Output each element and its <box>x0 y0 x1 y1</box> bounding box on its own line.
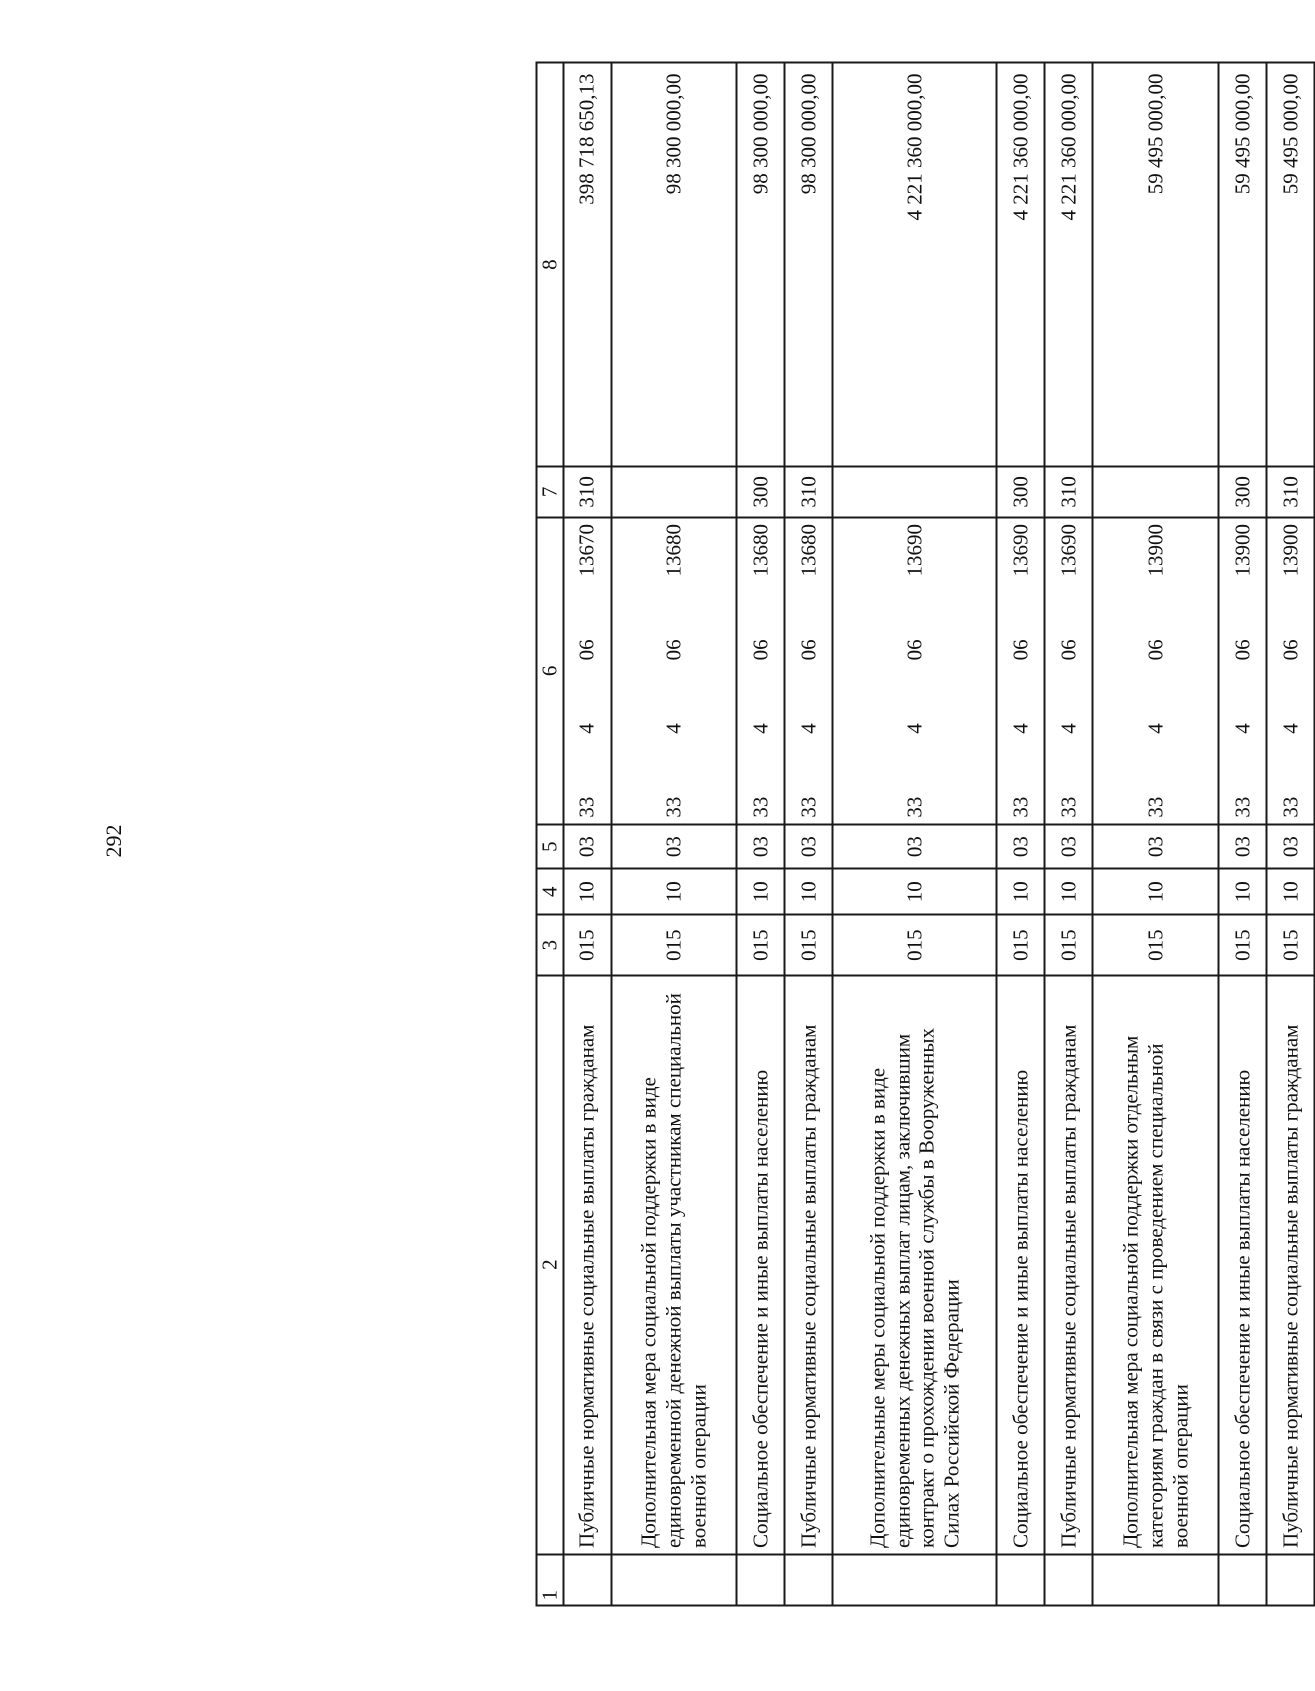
cell-c8: 398 718 650,13 <box>563 62 611 466</box>
cell-c8: 59 495 000,00 <box>1092 62 1217 466</box>
cell-c8: 4 221 360 000,00 <box>996 62 1044 466</box>
cell-c8: 98 300 000,00 <box>784 62 832 466</box>
table-row <box>1044 62 1092 1605</box>
cell-c8: 98 300 000,00 <box>611 62 736 466</box>
cell-c2: Дополнительная мера социальной поддержки отдельным категориям граждан в связи с проведением специальной военной операции <box>1092 975 1217 1554</box>
cell-c2: Социальное обеспечение и иные выплаты населению <box>996 975 1044 1554</box>
cell-c6 <box>736 517 784 825</box>
cell-c4: 10 <box>996 868 1044 914</box>
cell-c3: 015 <box>784 915 832 975</box>
cell-c3: 015 <box>1266 915 1314 975</box>
code-part: 33 <box>574 796 599 818</box>
code-part: 13900 <box>1277 523 1302 577</box>
code-part: 06 <box>1142 638 1167 660</box>
cell-c4: 10 <box>1266 868 1314 914</box>
cell-c1 <box>736 1554 784 1605</box>
code-part: 4 <box>1056 722 1081 734</box>
cell-c5: 03 <box>1044 824 1092 868</box>
table-body <box>563 62 1314 1605</box>
header-col-7: 7 <box>536 466 563 516</box>
cell-c6 <box>832 517 996 825</box>
code-part: 06 <box>901 638 926 660</box>
code-part: 13900 <box>1229 523 1254 577</box>
target-article-code <box>748 518 773 824</box>
cell-c1 <box>1218 1554 1266 1605</box>
cell-c5: 03 <box>832 824 996 868</box>
cell-c2: Публичные нормативные социальные выплаты гражданам <box>563 975 611 1554</box>
target-article-code <box>1056 518 1081 824</box>
cell-c1 <box>611 1554 736 1605</box>
code-part: 4 <box>795 722 820 734</box>
code-part: 33 <box>1056 796 1081 818</box>
cell-c1 <box>832 1554 996 1605</box>
cell-c3: 015 <box>832 915 996 975</box>
cell-c2: Дополнительная мера социальной поддержки в виде единовременной денежной выплаты участникам специальной военной операции <box>611 975 736 1554</box>
cell-c6 <box>996 517 1044 825</box>
cell-c7: 300 <box>1218 466 1266 516</box>
cell-c4: 10 <box>563 868 611 914</box>
table-row <box>1218 62 1266 1605</box>
cell-c4: 10 <box>1044 868 1092 914</box>
header-col-1: 1 <box>536 1554 563 1605</box>
cell-c4: 10 <box>1218 868 1266 914</box>
code-part: 4 <box>1277 722 1302 734</box>
table-container <box>535 61 1315 1606</box>
code-part: 4 <box>747 722 772 734</box>
cell-c7: 310 <box>563 466 611 516</box>
cell-c3: 015 <box>736 915 784 975</box>
header-col-8: 8 <box>536 62 563 466</box>
code-part: 13680 <box>661 523 686 577</box>
cell-c2: Публичные нормативные социальные выплаты гражданам <box>784 975 832 1554</box>
cell-c7 <box>1092 466 1217 516</box>
cell-c5: 03 <box>1092 824 1217 868</box>
code-part: 33 <box>795 796 820 818</box>
cell-c6 <box>784 517 832 825</box>
target-article-code <box>796 518 821 824</box>
cell-c5: 03 <box>1218 824 1266 868</box>
code-part: 33 <box>661 796 686 818</box>
cell-c4: 10 <box>611 868 736 914</box>
target-article-code <box>1230 518 1255 824</box>
cell-c3: 015 <box>1218 915 1266 975</box>
code-part: 06 <box>795 638 820 660</box>
target-article-code <box>1143 518 1168 824</box>
budget-table <box>535 61 1315 1606</box>
cell-c8: 59 495 000,00 <box>1218 62 1266 466</box>
cell-c6 <box>1092 517 1217 825</box>
cell-c5: 03 <box>563 824 611 868</box>
code-part: 06 <box>1008 638 1033 660</box>
code-part: 33 <box>1277 796 1302 818</box>
target-article-code <box>902 518 927 824</box>
cell-c6 <box>1266 517 1314 825</box>
cell-c3: 015 <box>1044 915 1092 975</box>
cell-c1 <box>563 1554 611 1605</box>
cell-c4: 10 <box>832 868 996 914</box>
table-row <box>1092 62 1217 1605</box>
code-part: 4 <box>1142 722 1167 734</box>
code-part: 13690 <box>1008 523 1033 577</box>
cell-c3: 015 <box>1092 915 1217 975</box>
cell-c2: Публичные нормативные социальные выплаты гражданам <box>1266 975 1314 1554</box>
code-part: 06 <box>1229 638 1254 660</box>
page-number: 292 <box>101 824 126 858</box>
code-part: 33 <box>747 796 772 818</box>
cell-c8: 4 221 360 000,00 <box>1044 62 1092 466</box>
cell-c2: Дополнительные меры социальной поддержки в виде единовременных денежных выплат лицам, заключившим контракт о прохождении военной службы в Вооруженных Силах Российской Федерации <box>832 975 996 1554</box>
code-part: 4 <box>661 722 686 734</box>
code-part: 33 <box>901 796 926 818</box>
code-part: 13680 <box>795 523 820 577</box>
target-article-code <box>661 518 686 824</box>
cell-c7 <box>832 466 996 516</box>
header-col-5: 5 <box>536 824 563 868</box>
target-article-code <box>1278 518 1303 824</box>
cell-c7: 300 <box>736 466 784 516</box>
table-row <box>1266 62 1314 1605</box>
cell-c3: 015 <box>563 915 611 975</box>
cell-c7: 310 <box>784 466 832 516</box>
cell-c2: Социальное обеспечение и иные выплаты населению <box>736 975 784 1554</box>
code-part: 06 <box>747 638 772 660</box>
code-part: 4 <box>1229 722 1254 734</box>
cell-c7: 310 <box>1044 466 1092 516</box>
cell-c4: 10 <box>736 868 784 914</box>
table-row <box>832 62 996 1605</box>
cell-c7: 300 <box>996 466 1044 516</box>
cell-c7 <box>611 466 736 516</box>
header-col-3: 3 <box>536 915 563 975</box>
table-row <box>563 62 611 1605</box>
table-row <box>611 62 736 1605</box>
cell-c1 <box>784 1554 832 1605</box>
cell-c3: 015 <box>996 915 1044 975</box>
cell-c1 <box>1092 1554 1217 1605</box>
code-part: 13690 <box>901 523 926 577</box>
cell-c2: Публичные нормативные социальные выплаты гражданам <box>1044 975 1092 1554</box>
cell-c1 <box>996 1554 1044 1605</box>
cell-c2: Социальное обеспечение и иные выплаты населению <box>1218 975 1266 1554</box>
cell-c6 <box>563 517 611 825</box>
code-part: 33 <box>1229 796 1254 818</box>
cell-c5: 03 <box>1266 824 1314 868</box>
cell-c5: 03 <box>784 824 832 868</box>
table-row <box>784 62 832 1605</box>
cell-c4: 10 <box>784 868 832 914</box>
cell-c1 <box>1266 1554 1314 1605</box>
code-part: 06 <box>661 638 686 660</box>
table-row <box>736 62 784 1605</box>
code-part: 13680 <box>747 523 772 577</box>
cell-c5: 03 <box>736 824 784 868</box>
header-col-6: 6 <box>536 517 563 825</box>
cell-c6 <box>1218 517 1266 825</box>
target-article-code <box>574 518 599 824</box>
target-article-code <box>1008 518 1033 824</box>
code-part: 4 <box>574 722 599 734</box>
cell-c3: 015 <box>611 915 736 975</box>
cell-c5: 03 <box>611 824 736 868</box>
cell-c8: 59 495 000,00 <box>1266 62 1314 466</box>
cell-c4: 10 <box>1092 868 1217 914</box>
code-part: 06 <box>574 638 599 660</box>
cell-c1 <box>1044 1554 1092 1605</box>
header-col-2: 2 <box>536 975 563 1554</box>
table-row <box>996 62 1044 1605</box>
code-part: 4 <box>1008 722 1033 734</box>
code-part: 13690 <box>1056 523 1081 577</box>
rotated-sheet <box>535 61 1315 1606</box>
header-row <box>536 62 563 1605</box>
code-part: 06 <box>1056 638 1081 660</box>
cell-c8: 4 221 360 000,00 <box>832 62 996 466</box>
code-part: 33 <box>1142 796 1167 818</box>
code-part: 06 <box>1277 638 1302 660</box>
code-part: 13900 <box>1142 523 1167 577</box>
cell-c7: 310 <box>1266 466 1314 516</box>
cell-c6 <box>611 517 736 825</box>
header-col-4: 4 <box>536 868 563 914</box>
code-part: 33 <box>1008 796 1033 818</box>
code-part: 4 <box>901 722 926 734</box>
cell-c8: 98 300 000,00 <box>736 62 784 466</box>
cell-c5: 03 <box>996 824 1044 868</box>
code-part: 13670 <box>574 523 599 577</box>
cell-c6 <box>1044 517 1092 825</box>
